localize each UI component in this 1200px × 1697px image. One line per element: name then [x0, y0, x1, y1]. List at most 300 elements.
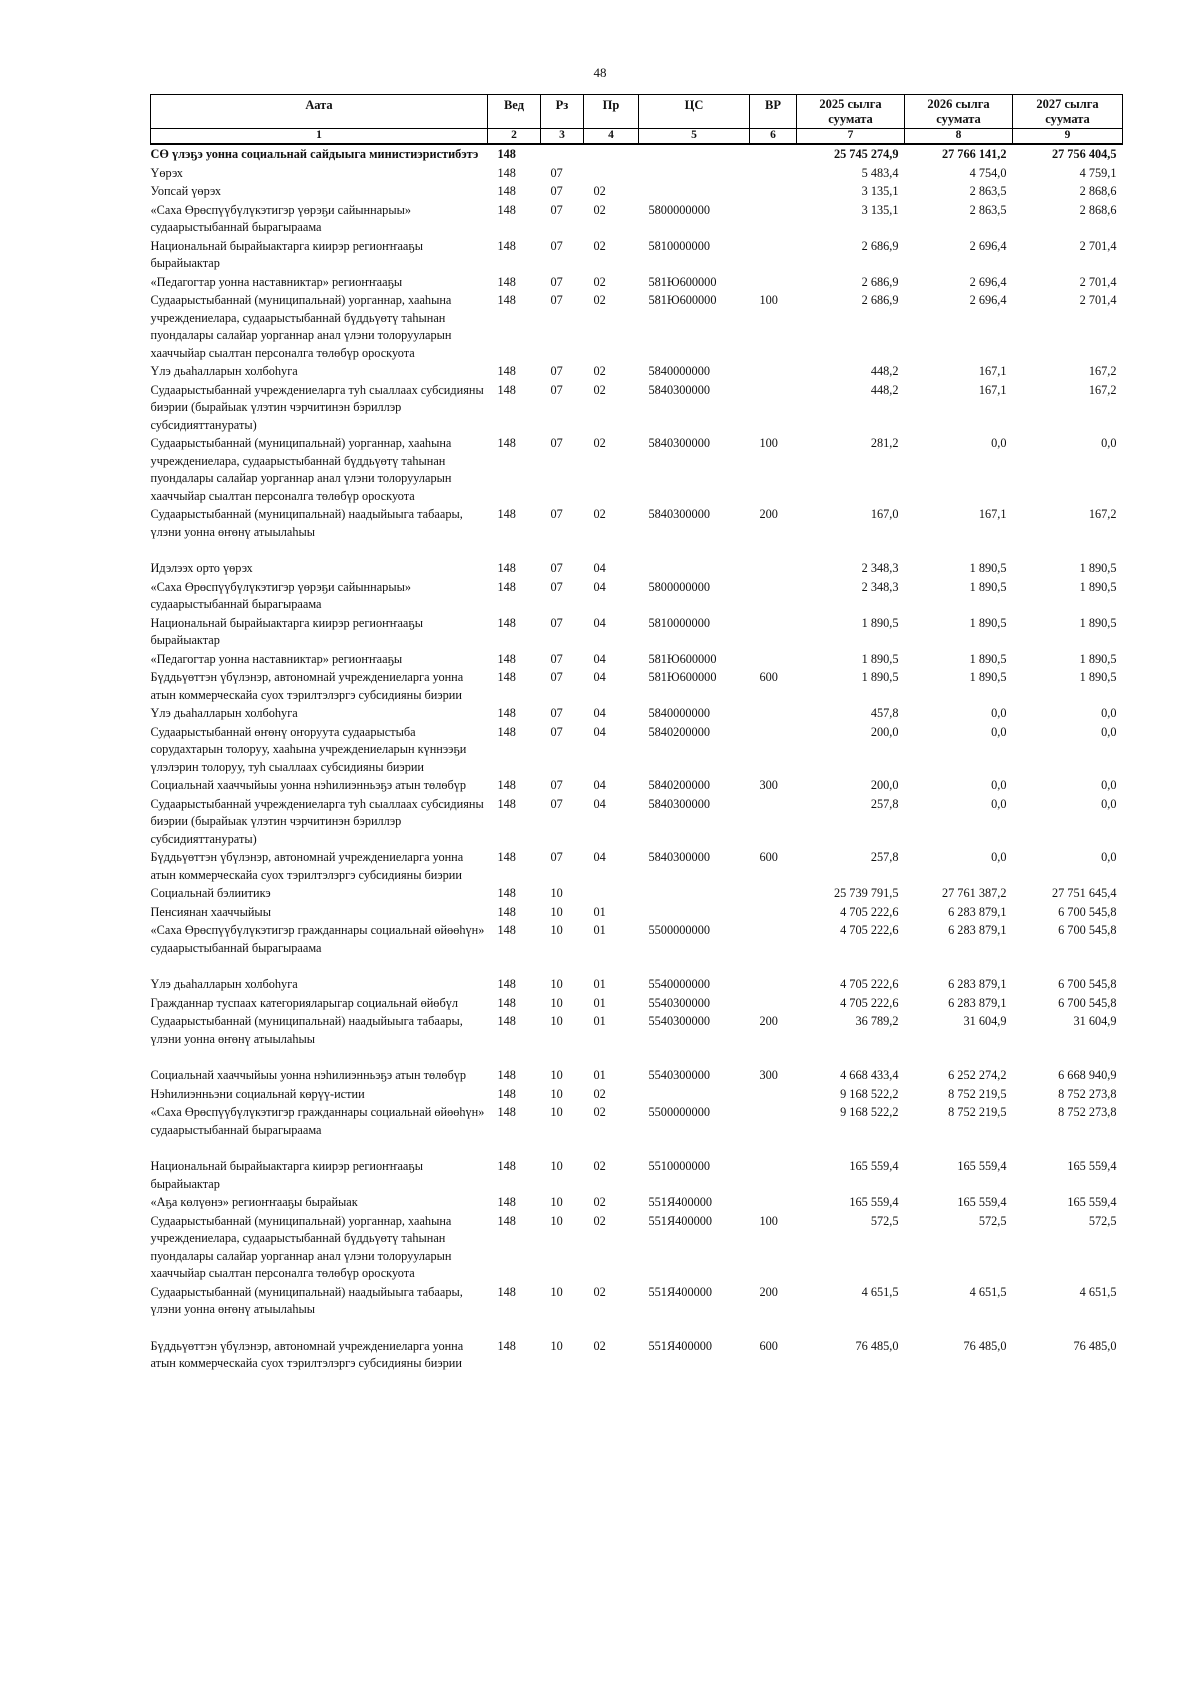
cell-cs: 551Я400000: [648, 1284, 713, 1299]
cell-rz: 07: [550, 238, 563, 253]
cell-name: Идэлээх орто үөрэх: [150, 561, 253, 575]
cell-rz: 07: [550, 778, 563, 792]
table-row: [151, 776, 1123, 795]
cell-name: Судаарыстыбаннай (муниципальнай) уорганнар, хааһына учреждениелара, судаарыстыбаннай бүддьүөтү таһынан пуондалары салайар уорганнар анал үлэни толорууларын хааччыйар сыалтан персоналга төлөбүр ороскуота: [150, 293, 452, 360]
cell-name: Үлэ дьаһалларын холбоһуга: [150, 706, 298, 720]
cell-y2025: 448,2: [870, 364, 899, 378]
cell-ved: 148: [497, 1284, 516, 1299]
cell-ved: 148: [497, 293, 516, 307]
cell-name: Үлэ дьаһалларын холбоһуга: [150, 364, 298, 378]
cell-rz: 07: [550, 202, 563, 217]
cell-name: Бүддьүөттэн үбүлэнэр, автономнай учреждениеларга уонна атын коммерческайа суох тэрилтэлэргэ субсидияны биэрии: [150, 670, 464, 702]
cell-ved: 148: [497, 1195, 516, 1209]
cell-vr: [750, 795, 797, 849]
cell-ved: 148: [497, 561, 516, 575]
table-row: [151, 1283, 1123, 1337]
cell-vr: [750, 362, 797, 381]
cell-vr: 600: [759, 1338, 778, 1353]
column-header-rz: Рз: [541, 95, 584, 129]
cell-y2027: 165 559,4: [1067, 1195, 1117, 1209]
cell-vr: [750, 975, 797, 994]
cell-y2026: 2 863,5: [969, 184, 1007, 198]
table-row: [151, 1157, 1123, 1193]
table-row: [151, 1193, 1123, 1212]
cell-vr: [750, 884, 797, 903]
cell-ved: 148: [497, 147, 516, 161]
cell-name: Үлэ дьаһалларын холбоһуга: [150, 977, 298, 991]
cell-cs: [639, 903, 750, 922]
cell-ved: 148: [497, 165, 516, 180]
cell-y2027: 1 890,5: [1079, 651, 1117, 666]
column-header-pr: Пр: [584, 95, 639, 129]
cell-y2026: 8 752 219,5: [948, 1105, 1007, 1119]
cell-name: «Саха Өрөспүүбүлүкэтигэр үөрэҕи сайыннарыы» судаарыстыбаннай бырагыраама: [150, 202, 411, 234]
cell-y2025: 281,2: [870, 436, 899, 450]
cell-y2025: 4 705 222,6: [840, 904, 899, 919]
cell-y2025: 4 651,5: [861, 1284, 899, 1299]
table-body: [151, 144, 1123, 1373]
cell-name: «Педагогтар уонна наставниктар» региоҥҥааҕы: [150, 651, 403, 666]
cell-y2026: 1 890,5: [969, 561, 1007, 575]
table-row: [151, 1212, 1123, 1283]
cell-y2027: 167,2: [1088, 364, 1117, 378]
cell-ved: 148: [497, 706, 516, 720]
cell-vr: 200: [759, 1014, 778, 1028]
cell-y2025: 257,8: [870, 850, 899, 864]
cell-ved: 148: [497, 1014, 516, 1028]
table-row: [151, 1337, 1123, 1373]
column-header-y2025: 2025 сылга суумата: [797, 95, 905, 129]
cell-y2025: 3 135,1: [861, 202, 899, 217]
cell-pr: [584, 144, 639, 164]
column-number-y2025: 7: [797, 129, 905, 145]
budget-table: [150, 94, 1123, 1373]
cell-vr: [750, 559, 797, 578]
cell-y2027: 0,0: [1101, 724, 1117, 739]
cell-y2027: 0,0: [1101, 850, 1117, 864]
cell-y2025: 5 483,4: [861, 165, 899, 180]
cell-y2027: 1 890,5: [1079, 579, 1117, 594]
cell-pr: 04: [593, 615, 606, 630]
cell-vr: 200: [759, 1284, 778, 1299]
cell-y2026: 6 283 879,1: [948, 923, 1007, 937]
cell-pr: 04: [593, 850, 606, 864]
cell-name: Бүддьүөттэн үбүлэнэр, автономнай учреждениеларга уонна атын коммерческайа суох тэрилтэлэргэ субсидияны биэрии: [150, 1338, 464, 1370]
cell-name: Үөрэх: [150, 165, 183, 180]
cell-rz: 07: [550, 850, 563, 864]
budget-table-container: [150, 94, 1122, 1373]
table-row: [151, 164, 1123, 183]
cell-ved: 148: [497, 615, 516, 630]
table-row: [151, 848, 1123, 884]
cell-y2025: 3 135,1: [861, 184, 899, 198]
column-number-rz: 3: [541, 129, 584, 145]
cell-y2027: 1 890,5: [1079, 670, 1117, 684]
cell-cs: 5800000000: [648, 579, 710, 594]
cell-rz: 10: [550, 886, 563, 900]
cell-cs: 5540300000: [648, 995, 710, 1010]
cell-cs: [639, 164, 750, 183]
cell-vr: 600: [759, 670, 778, 684]
cell-y2027: 2 701,4: [1079, 238, 1117, 253]
cell-name: СӨ үлэҕэ уонна социальнай сайдыыга министиэристибэтэ: [150, 147, 479, 161]
column-header-y2026: 2026 сылга суумата: [905, 95, 1013, 129]
cell-y2027: 27 751 645,4: [1051, 886, 1117, 900]
cell-vr: [750, 650, 797, 669]
cell-cs: 551Я400000: [648, 1195, 713, 1209]
table-row: [151, 362, 1123, 381]
cell-y2025: 1 890,5: [861, 670, 899, 684]
cell-rz: 10: [550, 1014, 563, 1028]
cell-pr: 02: [593, 293, 606, 307]
cell-rz: 10: [550, 904, 563, 919]
cell-ved: 148: [497, 850, 516, 864]
column-number-vr: 6: [750, 129, 797, 145]
cell-vr: [750, 723, 797, 777]
cell-pr: 02: [593, 1284, 606, 1299]
table-row: [151, 291, 1123, 362]
cell-pr: 01: [593, 1068, 606, 1082]
cell-name: Социальнай бэлиитикэ: [150, 886, 271, 900]
cell-pr: 02: [593, 238, 606, 253]
cell-pr: [584, 884, 639, 903]
cell-name: Судаарыстыбаннай (муниципальнай) уорганнар, хааһына учреждениелара, судаарыстыбаннай бүддьүөтү таһынан пуондалары салайар уорганнар анал үлэни толорууларын хааччыйар сыалтан персоналга төлөбүр ороскуота: [150, 1213, 452, 1280]
cell-y2025: 2 686,9: [861, 274, 899, 289]
cell-y2025: 76 485,0: [855, 1338, 899, 1353]
cell-y2025: 257,8: [870, 796, 899, 811]
table-row: [151, 614, 1123, 650]
cell-y2025: 36 789,2: [855, 1014, 899, 1028]
cell-y2025: 200,0: [870, 778, 899, 792]
cell-pr: 01: [593, 923, 606, 937]
cell-pr: 04: [593, 579, 606, 594]
cell-y2026: 1 890,5: [969, 670, 1007, 684]
cell-rz: 07: [550, 293, 563, 307]
cell-cs: 5500000000: [648, 1105, 710, 1119]
cell-ved: 148: [497, 1068, 516, 1082]
cell-y2027: 2 868,6: [1079, 202, 1117, 217]
cell-rz: 07: [550, 670, 563, 684]
column-header-cs: ЦС: [639, 95, 750, 129]
cell-y2026: 0,0: [991, 706, 1007, 720]
cell-y2026: 167,1: [978, 507, 1007, 521]
cell-vr: 100: [759, 1213, 778, 1228]
cell-y2026: 0,0: [991, 796, 1007, 811]
cell-cs: 5540300000: [648, 1014, 710, 1028]
cell-rz: 07: [550, 561, 563, 575]
cell-name: «Саха Өрөспүүбүлүкэтигэр үөрэҕи сайыннарыы» судаарыстыбаннай бырагыраама: [150, 579, 411, 611]
cell-y2025: 9 168 522,2: [840, 1105, 899, 1119]
cell-y2027: 0,0: [1101, 778, 1117, 792]
cell-y2027: 0,0: [1101, 796, 1117, 811]
cell-y2027: 6 700 545,8: [1058, 904, 1117, 919]
cell-y2027: 1 890,5: [1079, 561, 1117, 575]
table-row: [151, 1012, 1123, 1066]
cell-ved: 148: [497, 1086, 516, 1101]
cell-y2026: 27 766 141,2: [941, 147, 1007, 161]
cell-y2025: 2 686,9: [861, 238, 899, 253]
cell-vr: [750, 144, 797, 164]
cell-y2026: 165 559,4: [957, 1195, 1007, 1209]
cell-y2025: 25 745 274,9: [833, 147, 899, 161]
cell-y2026: 2 863,5: [969, 202, 1007, 217]
cell-y2025: 2 348,3: [861, 579, 899, 594]
cell-pr: 01: [593, 904, 606, 919]
cell-y2025: 4 668 433,4: [840, 1068, 899, 1082]
cell-rz: 10: [550, 1159, 563, 1173]
cell-y2025: 572,5: [870, 1213, 899, 1228]
column-number-name: 1: [151, 129, 488, 145]
cell-vr: 600: [759, 850, 778, 864]
column-number-y2026: 8: [905, 129, 1013, 145]
column-number-ved: 2: [488, 129, 541, 145]
cell-cs: 581Ю600000: [648, 670, 717, 684]
cell-name: Судаарыстыбаннай (муниципальнай) наадыйыыга табаары, үлэни уонна өҥөнү атыылаһыы: [150, 507, 463, 539]
cell-rz: 07: [550, 165, 563, 180]
cell-y2026: 6 283 879,1: [948, 904, 1007, 919]
cell-y2026: 6 283 879,1: [948, 977, 1007, 991]
cell-rz: 07: [550, 382, 563, 397]
cell-y2025: 4 705 222,6: [840, 977, 899, 991]
cell-vr: 200: [759, 507, 778, 521]
cell-pr: 04: [593, 724, 606, 739]
cell-vr: [750, 921, 797, 975]
cell-cs: 5810000000: [648, 238, 710, 253]
cell-name: Национальнай бырайыактарга киирэр региоҥҥааҕы бырайыактар: [150, 1159, 423, 1191]
cell-rz: 10: [550, 1086, 563, 1101]
table-row: [151, 578, 1123, 614]
cell-cs: 581Ю600000: [648, 293, 717, 307]
cell-y2027: 2 701,4: [1079, 293, 1117, 307]
cell-cs: 551Я400000: [648, 1338, 713, 1353]
cell-cs: 581Ю600000: [648, 274, 717, 289]
cell-y2025: 165 559,4: [849, 1195, 899, 1209]
cell-y2026: 167,1: [978, 364, 1007, 378]
cell-pr: 02: [593, 274, 606, 289]
cell-rz: 10: [550, 923, 563, 937]
cell-cs: 5840200000: [648, 724, 710, 739]
cell-y2025: 457,8: [870, 706, 899, 720]
cell-y2026: 8 752 219,5: [948, 1086, 1007, 1101]
cell-rz: 07: [550, 507, 563, 521]
cell-vr: [750, 273, 797, 292]
cell-name: Судаарыстыбаннай (муниципальнай) уорганнар, хааһына учреждениелара, судаарыстыбаннай бүддьүөтү таһынан пуондалары салайар уорганнар анал үлэни толорууларын хааччыйар сыалтан персоналга төлөбүр ороскуота: [150, 436, 452, 503]
cell-ved: 148: [497, 977, 516, 991]
table-row: [151, 884, 1123, 903]
table-header: [151, 95, 1123, 145]
cell-vr: [750, 578, 797, 614]
column-header-vr: ВР: [750, 95, 797, 129]
cell-name: Пенсиянан хааччыйыы: [150, 904, 271, 919]
cell-y2026: 0,0: [991, 850, 1007, 864]
cell-pr: 01: [593, 995, 606, 1010]
cell-vr: [750, 201, 797, 237]
cell-cs: 581Ю600000: [648, 651, 717, 666]
table-row: [151, 505, 1123, 559]
cell-y2027: 2 701,4: [1079, 274, 1117, 289]
column-header-y2027: 2027 сылга суумата: [1013, 95, 1123, 129]
table-row: [151, 704, 1123, 723]
cell-cs: 5840300000: [648, 507, 710, 521]
cell-y2026: 0,0: [991, 778, 1007, 792]
cell-y2025: 448,2: [870, 382, 899, 397]
cell-rz: 07: [550, 651, 563, 666]
cell-y2026: 167,1: [978, 382, 1007, 397]
cell-rz: 10: [550, 1213, 563, 1228]
cell-pr: 02: [593, 184, 606, 198]
table-row: [151, 182, 1123, 201]
cell-cs: 5840000000: [648, 706, 710, 720]
cell-y2025: 1 890,5: [861, 651, 899, 666]
cell-cs: 5840300000: [648, 850, 710, 864]
cell-pr: 04: [593, 706, 606, 720]
table-row: [151, 668, 1123, 704]
table-row: [151, 1085, 1123, 1104]
cell-vr: [750, 614, 797, 650]
cell-name: Бүддьүөттэн үбүлэнэр, автономнай учреждениеларга уонна атын коммерческайа суох тэрилтэлэргэ субсидияны биэрии: [150, 850, 464, 882]
cell-y2027: 76 485,0: [1073, 1338, 1117, 1353]
cell-y2027: 6 700 545,8: [1058, 995, 1117, 1010]
table-row: [151, 559, 1123, 578]
cell-name: Национальнай бырайыактарга киирэр региоҥҥааҕы бырайыактар: [150, 238, 423, 270]
cell-name: Социальнай хааччыйыы уонна нэһилиэнньэҕэ атын төлөбүр: [150, 1068, 467, 1082]
cell-name: Уопсай үөрэх: [150, 184, 221, 198]
cell-y2027: 165 559,4: [1067, 1159, 1117, 1173]
table-row: [151, 201, 1123, 237]
cell-vr: 300: [759, 778, 778, 792]
cell-y2025: 1 890,5: [861, 615, 899, 630]
cell-pr: 04: [593, 670, 606, 684]
table-row: [151, 1103, 1123, 1157]
cell-y2026: 165 559,4: [957, 1159, 1007, 1173]
cell-name: Судаарыстыбаннай (муниципальнай) наадыйыыга табаары, үлэни уонна өҥөнү атыылаһыы: [150, 1284, 463, 1316]
cell-cs: [639, 559, 750, 578]
cell-ved: 148: [497, 886, 516, 900]
cell-y2027: 167,2: [1088, 382, 1117, 397]
cell-ved: 148: [497, 724, 516, 739]
cell-rz: 07: [550, 274, 563, 289]
cell-y2027: 1 890,5: [1079, 615, 1117, 630]
cell-vr: [750, 1157, 797, 1193]
cell-rz: 07: [550, 615, 563, 630]
table-row: [151, 903, 1123, 922]
cell-name: Национальнай бырайыактарга киирэр региоҥҥааҕы бырайыактар: [150, 615, 423, 647]
cell-y2025: 25 739 791,5: [833, 886, 899, 900]
cell-y2025: 200,0: [870, 724, 899, 739]
cell-cs: 5840000000: [648, 364, 710, 378]
cell-pr: [584, 164, 639, 183]
cell-pr: 02: [593, 436, 606, 450]
cell-ved: 148: [497, 202, 516, 217]
cell-vr: 300: [759, 1068, 778, 1082]
cell-vr: [750, 1103, 797, 1157]
cell-vr: [750, 994, 797, 1013]
cell-y2026: 2 696,4: [969, 274, 1007, 289]
cell-cs: 5840200000: [648, 778, 710, 792]
cell-vr: [750, 237, 797, 273]
cell-ved: 148: [497, 904, 516, 919]
cell-ved: 148: [497, 796, 516, 811]
cell-ved: 148: [497, 778, 516, 792]
cell-y2026: 6 252 274,2: [948, 1068, 1007, 1082]
cell-pr: 02: [593, 1195, 606, 1209]
cell-vr: [750, 704, 797, 723]
cell-y2027: 4 651,5: [1079, 1284, 1117, 1299]
cell-cs: 5510000000: [648, 1159, 710, 1173]
cell-y2026: 1 890,5: [969, 651, 1007, 666]
cell-y2027: 0,0: [1101, 436, 1117, 450]
cell-y2026: 1 890,5: [969, 579, 1007, 594]
cell-y2026: 76 485,0: [963, 1338, 1007, 1353]
cell-ved: 148: [497, 184, 516, 198]
cell-pr: 04: [593, 796, 606, 811]
column-number-pr: 4: [584, 129, 639, 145]
table-row: [151, 795, 1123, 849]
column-header-ved: Вед: [488, 95, 541, 129]
table-row: [151, 434, 1123, 505]
cell-rz: 07: [550, 579, 563, 594]
cell-y2027: 572,5: [1088, 1213, 1117, 1228]
cell-cs: 5810000000: [648, 615, 710, 630]
cell-y2026: 31 604,9: [963, 1014, 1007, 1028]
page-number: 48: [593, 65, 607, 80]
cell-rz: 07: [550, 706, 563, 720]
cell-ved: 148: [497, 382, 516, 397]
cell-ved: 148: [497, 436, 516, 450]
cell-ved: 148: [497, 364, 516, 378]
cell-y2027: 0,0: [1101, 706, 1117, 720]
cell-rz: 10: [550, 1284, 563, 1299]
cell-ved: 148: [497, 651, 516, 666]
cell-y2025: 2 686,9: [861, 293, 899, 307]
cell-pr: 04: [593, 561, 606, 575]
cell-y2026: 1 890,5: [969, 615, 1007, 630]
cell-y2027: 27 756 404,5: [1051, 147, 1117, 161]
cell-rz: 10: [550, 995, 563, 1010]
cell-y2025: 9 168 522,2: [840, 1086, 899, 1101]
cell-pr: 01: [593, 1014, 606, 1028]
cell-y2026: 0,0: [991, 724, 1007, 739]
column-number-cs: 5: [639, 129, 750, 145]
cell-rz: 07: [550, 364, 563, 378]
cell-vr: 100: [759, 293, 778, 307]
cell-cs: [639, 884, 750, 903]
cell-y2027: 8 752 273,8: [1058, 1105, 1117, 1119]
cell-vr: 100: [759, 436, 778, 450]
cell-pr: 02: [593, 1213, 606, 1228]
cell-cs: 5800000000: [648, 202, 710, 217]
cell-rz: 07: [550, 436, 563, 450]
table-row: [151, 975, 1123, 994]
cell-rz: 07: [550, 184, 563, 198]
cell-name: «Аҕа көлүөнэ» региоҥҥааҕы бырайыак: [150, 1195, 358, 1209]
cell-name: Судаарыстыбаннай учреждениеларга туһ сыаллаах субсидияны биэрии (бырайыак үлэтин чэрчитинэн бэриллэр субсидияттанураты): [150, 796, 484, 846]
cell-y2025: 167,0: [870, 507, 899, 521]
cell-y2026: 2 696,4: [969, 238, 1007, 253]
cell-rz: 10: [550, 1338, 563, 1353]
cell-y2027: 2 868,6: [1079, 184, 1117, 198]
cell-cs: 5840300000: [648, 382, 710, 397]
cell-ved: 148: [497, 1105, 516, 1119]
cell-cs: 5540000000: [648, 977, 710, 991]
table-row: [151, 650, 1123, 669]
table-row: [151, 1066, 1123, 1085]
cell-y2025: 2 348,3: [861, 561, 899, 575]
cell-cs: 5500000000: [648, 923, 710, 937]
cell-cs: 5540300000: [648, 1068, 710, 1082]
cell-pr: 02: [593, 1338, 606, 1353]
cell-name: «Саха Өрөспүүбүлүкэтигэр гражданнары социальнай өйөөһүн» судаарыстыбаннай бырагыраама: [150, 923, 485, 955]
